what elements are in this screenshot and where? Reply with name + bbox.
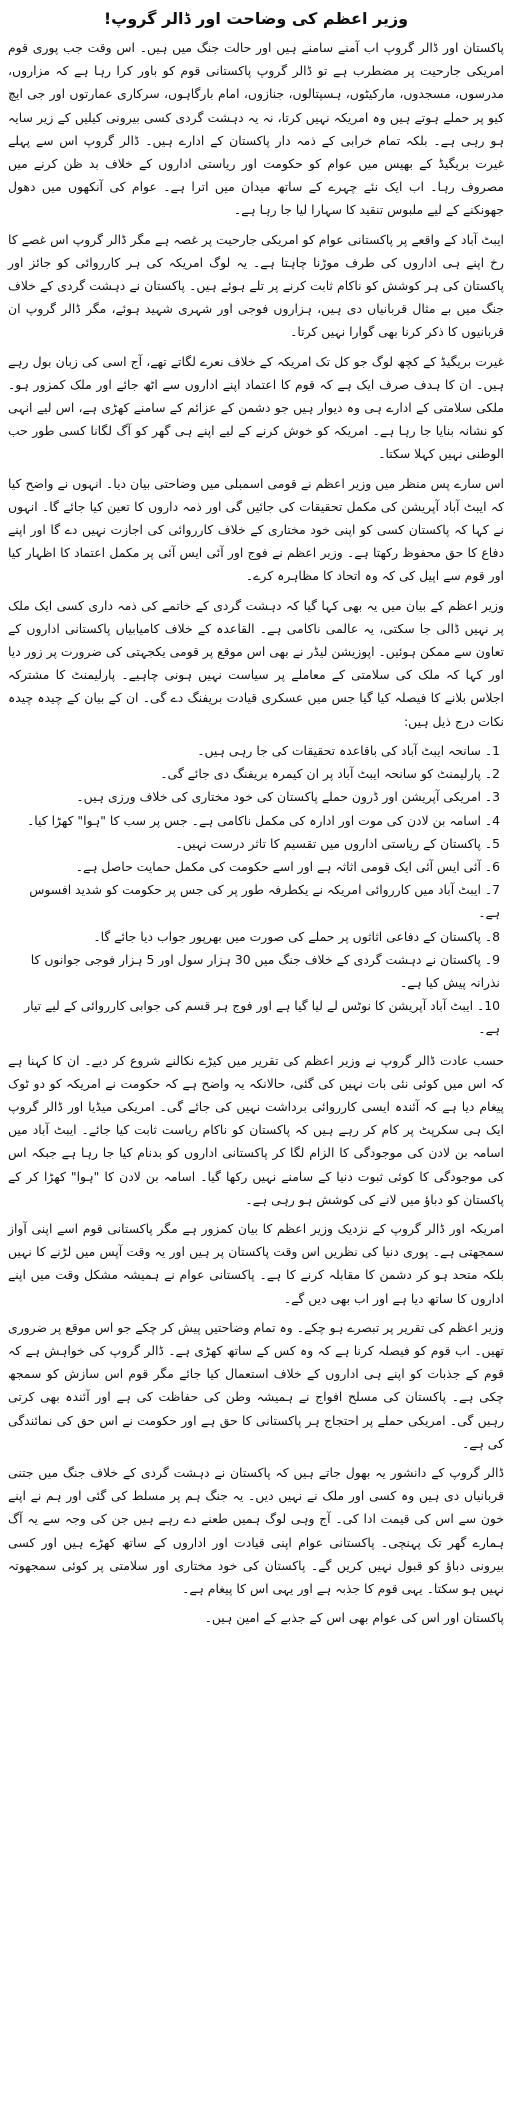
key-point: 6۔ آئی ایس آئی ایک قومی اثاثہ ہے اور اسے حکومت کی مکمل حمایت حاصل ہے۔ [75,858,500,874]
key-point: 1۔ سانحہ ایبٹ آباد کی باقاعدہ تحقیقات کی جا رہی ہیں۔ [197,742,500,758]
article-body-top [8,36,504,733]
key-point: 4۔ اسامہ بن لادن کی موت اور ادارہ کی مکمل ناکامی ہے۔ جس پر سب کا "ہوا" کھڑا کیا۔ [26,812,500,828]
article-paragraph: اس سارے پس منظر میں وزیر اعظم نے قومی اسمبلی میں وضاحتی بیان دیا۔ انہوں نے واضح کیا کہ ایبٹ آباد آپریشن کی مکمل تحقیقات کی جائیں گی اور ذمہ داروں کا تعین کیا جائے گا۔ انہوں نے کہا کہ پاکستان کسی کو اپنی خود مختاری کے خلاف کارروائی کی اجازت نہیں دے گا اور اپنے دفاع کا حق محفوظ رکھتا ہے۔ وزیر اعظم نے فوج اور آئی ایس آئی پر مکمل اعتماد کا اظہار کیا اور قوم سے اپیل کی کہ وہ اتحاد کا مظاہرہ کرے۔ [8,475,504,584]
article-paragraph: غیرت بریگیڈ کے کچھ لوگ جو کل تک امریکہ کے خلاف نعرے لگاتے تھے، آج اسی کی زبان بول رہے ہیں۔ ان کا ہدف صرف ایک ہے کہ قوم کا اعتماد اپنے اداروں سے اٹھ جائے اور ملک کمزور ہو۔ ملکی سلامتی کے ادارے ہی وہ دیوار ہیں جو دشمن کے عزائم کے سامنے کھڑی ہے، اس لیے انہی کو نشانہ بنایا جا رہا ہے۔ امریکہ کو خوش کرنے کے لیے اپنے ہی گھر کو آگ لگانا کسی طور حب الوطنی نہیں کہلا سکتا۔ [8,353,504,462]
article-closing-line: پاکستان اور اس کی عوام بھی اس کے جذبے کے امین ہیں۔ [204,1610,504,1626]
key-point: 2۔ پارلیمنٹ کو سانحہ ایبٹ آباد پر ان کیمرہ بریفنگ دی جائے گی۔ [160,766,500,782]
key-point: 7۔ ایبٹ آباد میں کارروائی امریکہ نے یکطرفہ طور پر کی جس پر حکومت کو شدید افسوس ہے۔ [29,882,500,921]
key-point: 9۔ پاکستان نے دہشت گردی کے خلاف جنگ میں 30 ہزار سول اور 5 ہزار فوجی جوانوں کا نذرانہ پیش کیا ہے۔ [30,951,500,990]
key-point: 5۔ پاکستان کے ریاستی اداروں میں تقسیم کا تاثر درست نہیں۔ [175,835,500,851]
article-paragraph: امریکہ اور ڈالر گروپ کے نزدیک وزیر اعظم کا بیان کمزور ہے مگر پاکستانی قوم اسے اپنی آواز سمجھتی ہے۔ پوری دنیا کی نظریں اس وقت پاکستان پر ہیں اور یہ وقت آپس میں لڑنے کا نہیں بلکہ متحد ہو کر دشمن کا مقابلہ کرنے کا ہے۔ پاکستانی عوام نے ہمیشہ مشکل وقت میں اپنے اداروں کا ساتھ دیا ہے اور اب بھی دیں گے۔ [8,1220,504,1306]
key-point: 8۔ پاکستان کے دفاعی اثاثوں پر حملے کی صورت میں بھرپور جواب دیا جائے گا۔ [93,928,500,944]
article-paragraph: حسب عادت ڈالر گروپ نے وزیر اعظم کی تقریر میں کیڑے نکالنے شروع کر دیے۔ ان کا کہنا ہے کہ اس میں کوئی نئی بات نہیں کی گئی، حالانکہ یہ واضح ہے کہ حکومت نے امریکہ کو دو ٹوک پیغام دیا ہے کہ آئندہ ایسی کارروائی برداشت نہیں کی جائے گی۔ امریکی میڈیا اور ڈالر گروپ ایک ہی سکرپٹ پر کام کر رہے ہیں کہ پاکستان کو ناکام ریاست ثابت کیا جائے۔ ایبٹ آباد میں اسامہ بن لادن کی موجودگی کا الزام لگا کر پاکستانی اداروں کو بدنام کیا جا رہا ہے جبکہ اس کی موجودگی کا کوئی ثبوت دنیا کے سامنے نہیں رکھا گیا۔ اسامہ بن لادن کا "ہوا" کھڑا کر کے پاکستان کو دباؤ میں لانے کی کوشش ہو رہی ہے۔ [8,1052,504,1207]
article-headline: وزیر اعظم کی وضاحت اور ڈالر گروپ! [103,9,409,28]
article-paragraph: پاکستان اور ڈالر گروپ اب آمنے سامنے ہیں اور حالت جنگ میں ہیں۔ اس وقت جب پوری قوم امریکی جارحیت پر مضطرب ہے تو ڈالر گروپ پاکستانی قوم کو باور کرا رہا ہے کہ مزاروں، مدرسوں، مسجدوں، مارکیٹوں، ہسپتالوں، جنازوں، امام بارگاہوں، سرکاری عمارتوں اور جی ایچ کیو پر حملے ہوتے ہیں وہ امریکہ نہیں کرتا، نہ یہ دہشت گردی کسی بیرونی کیلیں کے زیر سایہ ہو رہی ہے۔ بلکہ تمام خرابی کے ذمہ دار پاکستان کے ادارے ہیں۔ ڈالر گروپ اس سے پہلے غیرت بریگیڈ کے بھیس میں عوام کو حکومت اور ریاستی اداروں کے خلاف بد ظن کرنے میں مصروف رہا۔ اب ایک نئے چہرے کے ساتھ میدان میں اترا ہے۔ عوام کی آنکھوں میں دھول جھونکنے کے لیے ملبوس تنقید کا سہارا لیا جا رہا ہے۔ [8,40,504,218]
key-points-list [8,739,504,1041]
key-point: 3۔ امریکی آپریشن اور ڈرون حملے پاکستان کی خود مختاری کی خلاف ورزی ہیں۔ [76,789,500,805]
article-paragraph: وزیر اعظم کی تقریر پر تبصرے ہو چکے۔ وہ تمام وضاحتیں پیش کر چکے جو اس موقع پر ضروری تھیں۔ اب قوم کو فیصلہ کرنا ہے کہ وہ کس کے ساتھ کھڑی ہے۔ ڈالر گروپ کی خواہش ہے کہ قوم کے جذبات کو اپنے ہی اداروں کے خلاف استعمال کیا جائے مگر قوم اس سازش کو سمجھ چکی ہے۔ پاکستان کی مسلح افواج نے ہمیشہ وطن کی حفاظت کی ہے اور آئندہ بھی کرتی رہیں گی۔ امریکی حملے پر احتجاج ہر پاکستانی کا حق ہے اور حکومت نے اس حق کی نمائندگی کی ہے۔ [8,1319,504,1451]
article-paragraph: ایبٹ آباد کے واقعے پر پاکستانی عوام کو امریکی جارحیت پر غصہ ہے مگر ڈالر گروپ اس غصے کا رخ اپنے ہی اداروں کی طرف موڑنا چاہتا ہے۔ یہ لوگ امریکہ کی ہر کارروائی کو جائز اور پاکستان کی ہر کوشش کو ناکام ثابت کرنے پر تلے ہوئے ہیں۔ پاکستان نے دہشت گردی کے خلاف جنگ میں بے مثال قربانیاں دی ہیں، ہزاروں فوجی اور شہری شہید ہوئے، مگر ڈالر گروپ ان قربانیوں کا ذکر کرنا بھی گوارا نہیں کرتا۔ [8,231,504,340]
article-paragraph: ڈالر گروپ کے دانشور یہ بھول جاتے ہیں کہ پاکستان نے دہشت گردی کے خلاف جنگ میں جتنی قربانیاں دی ہیں وہ کسی اور ملک نے نہیں دیں۔ یہ جنگ ہم پر مسلط کی گئی اور ہم نے اپنے خون سے اس کی قیمت ادا کی۔ آج وہی لوگ ہمیں طعنے دے رہے ہیں جن کی وجہ سے یہ آگ ہمارے گھر تک پہنچی۔ پاکستانی عوام اپنی قیادت اور اداروں کے ساتھ کھڑے ہیں اور کسی بیرونی دباؤ کو قبول نہیں کریں گے۔ پاکستان کی خود مختاری اور سلامتی پر کوئی سمجھوتہ نہیں ہو سکتا۔ یہی قوم کا جذبہ ہے اور یہی اس کا پیغام ہے۔ [8,1464,504,1596]
article-body-bottom [8,1049,504,1630]
key-point: 10۔ ایبٹ آباد آپریشن کا نوٹس لے لیا گیا ہے اور فوج ہر قسم کی جوابی کارروائی کے لیے تیار ہے۔ [24,998,500,1037]
article-paragraph: وزیر اعظم کے بیان میں یہ بھی کہا گیا کہ دہشت گردی کے خاتمے کی ذمہ داری کسی ایک ملک پر نہیں ڈالی جا سکتی، یہ عالمی ناکامی ہے۔ القاعدہ کے خلاف کامیابیاں پاکستانی اداروں کے تعاون سے ممکن ہوئیں۔ اپوزیشن لیڈر نے بھی اس موقع پر قومی یکجہتی کی ضرورت پر زور دیا اور کہا کہ ملک کی سلامتی کے معاملے پر سیاست نہیں ہونی چاہیے۔ پارلیمنٹ کا مشترکہ اجلاس بلانے کا فیصلہ کیا گیا جس میں عسکری قیادت بریفنگ دے گی۔ ان کے بیان کے چیدہ چیدہ نکات درج ذیل ہیں: [8,597,504,729]
